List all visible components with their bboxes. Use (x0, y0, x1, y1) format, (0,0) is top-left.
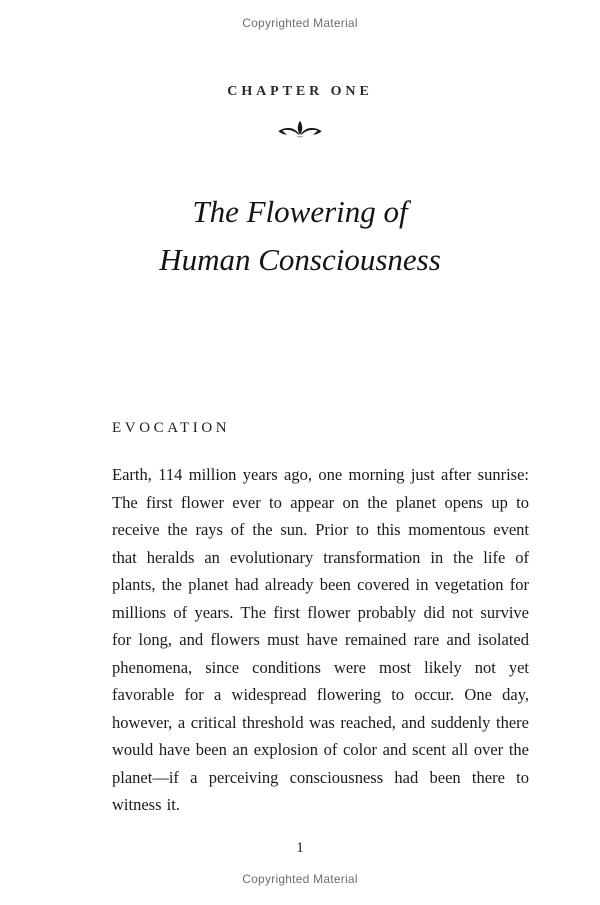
copyright-notice-bottom: Copyrighted Material (242, 872, 358, 886)
chapter-title (0, 188, 600, 284)
copyright-notice-top: Copyrighted Material (242, 16, 358, 30)
body-paragraph: Earth, 114 million years ago, one morning just after sunrise: The first flower ever to appear on the planet opens up to receive the rays of the sun. Prior to this momentous event that heralds an evolutionary transformation in the life of plants, the planet had already been covered in vegetation for millions of years. The first flower probably did not survive for long, and flowers must have remained rare and isolated phenomena, since conditions were most likely not yet favorable for a widespread flowering to occur. One day, however, a critical threshold was reached, and suddenly there would have been an explosion of color and scent all over the planet—if a perceiving consciousness had been there to witness it. (112, 465, 529, 814)
ornament-container (0, 118, 600, 149)
chapter-title-line1: The Flowering of (192, 194, 408, 229)
chapter-title-line2: Human Consciousness (159, 242, 441, 277)
chapter-label: CHAPTER ONE (227, 84, 373, 99)
fleuron-leaf-icon (276, 131, 324, 148)
page-number: 1 (296, 840, 304, 856)
section-heading: EVOCATION (112, 420, 231, 436)
